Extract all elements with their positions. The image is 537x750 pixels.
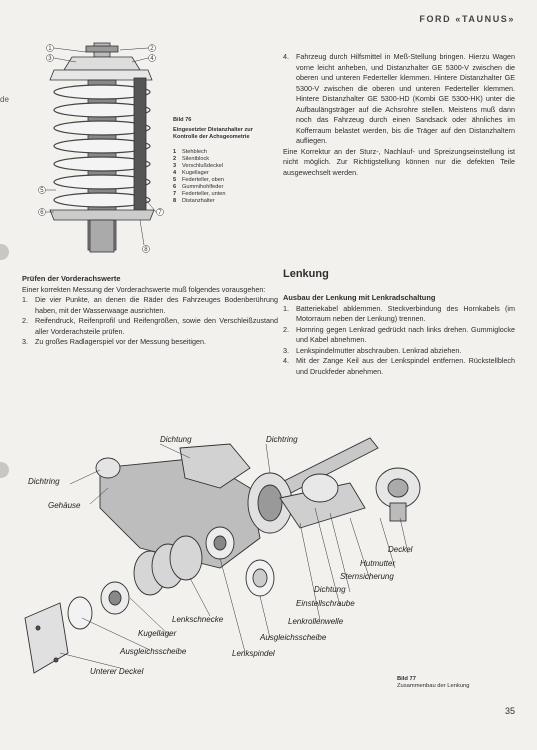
- steering-exploded-view: [20, 428, 520, 690]
- label-unterer-deckel: Unterer Deckel: [90, 667, 144, 676]
- label-dichtring-top: Dichtring: [266, 435, 298, 444]
- page-number: 35: [504, 706, 515, 716]
- figure-76-title: Bild 76: [173, 117, 192, 123]
- list-item: 3. Lenkspindelmutter abschrauben. Lenkrad abziehen.: [283, 345, 462, 355]
- label-dichtring-left: Dichtring: [28, 477, 60, 486]
- list-item: 2. Reifendruck, Reifenprofil und Reifengrößen, sowie den Verschleißzustand aller Vorderachsteile prüfen.: [22, 316, 278, 336]
- steering-removal-section: [283, 293, 515, 377]
- list-item: 1. Batteriekabel abklemmen. Steckverbindung des Hornkabels (im Motorraum neben der Lenkung) trennen.: [283, 303, 515, 323]
- label-ausgleichsscheibe-right: Ausgleichsscheibe: [260, 633, 327, 642]
- binder-hole: [0, 462, 9, 478]
- label-deckel: Deckel: [388, 545, 413, 554]
- label-ausgleichsscheibe-left: Ausgleichsscheibe: [120, 647, 187, 656]
- margin-mark: de: [0, 95, 9, 104]
- spring-strut-illustration: [36, 40, 166, 255]
- legend-item: 2 Silentblock: [173, 156, 210, 162]
- legend-item: 3 Verschlußdeckel: [173, 163, 224, 169]
- chapter-heading: Lenkung: [283, 268, 329, 280]
- label-dichtung-top: Dichtung: [160, 435, 192, 444]
- figure-76-caption: [173, 117, 273, 205]
- list-item: 1. Die vier Punkte, an denen die Räder des Fahrzeuges Bodenberührung haben, mit der Wasserwaage ausrichten.: [22, 295, 278, 315]
- callout-4: 4: [150, 56, 154, 62]
- label-lenkrollenwelle: Lenkrollenwelle: [288, 617, 344, 626]
- section-subheading: Ausbau der Lenkung mit Lenkradschaltung: [283, 293, 436, 302]
- label-kugellager: Kugellager: [138, 629, 177, 638]
- callout-1: 1: [48, 46, 52, 52]
- list-item: 3. Zu großes Radlagerspiel vor der Messung beseitigen.: [22, 337, 206, 346]
- label-dichtung-right: Dichtung: [314, 585, 346, 594]
- callout-2: 2: [150, 46, 154, 52]
- legend-item: 8 Distanzhalter: [173, 198, 215, 204]
- figure-76-description: Eingesetzter Distanzhalter zur Kontrolle der Achsgeometrie: [173, 127, 253, 140]
- legend-item: 5 Federteller, oben: [173, 177, 224, 183]
- callout-3: 3: [48, 56, 52, 62]
- measurement-instructions: [283, 52, 515, 178]
- figure-77-caption: [397, 676, 470, 690]
- figure-77-description: Zusammenbau der Lenkung: [397, 683, 470, 689]
- label-lenkspindel: Lenkspindel: [232, 649, 275, 658]
- callout-5: 5: [40, 188, 44, 194]
- legend-item: 7 Federteller, unten: [173, 191, 226, 197]
- label-gehaeuse: Gehäuse: [48, 501, 81, 510]
- legend-item: 1 Stehblech: [173, 149, 207, 155]
- running-header: FORD «TAUNUS»: [419, 14, 515, 24]
- section-heading: Prüfen der Vorderachswerte: [22, 274, 121, 283]
- callout-6: 6: [40, 210, 44, 216]
- list-item: 4. Fahrzeug durch Hilfsmittel in Meß-Stellung bringen. Hierzu Wagen vorne leicht anheben, und Distanzhalter GE 5300-V zwischen die oberen und unteren Federteller klemmen. Hintere Distanzhalter GE 5300-V zwischen die oberen und unteren Federteller klemmen. Hintere Distanzhalter GE 5300-HD (Kombi GE 5300-HK) unter die Aufbaulängsträger auf die Achsrohre stellen. Meistens muß dann noch das Fahrzeug durch einen Sandsack oder ähnliches im Kofferraum belastet werden, bis die Träger auf den Distanzhaltern aufliegen.: [283, 52, 515, 145]
- list-item: 4. Mit der Zange Keil aus der Lenkspindel entfernen. Rückstellblech und Druckfeder abnehmen.: [283, 356, 515, 376]
- section-intro: Einer korrekten Messung der Vorderachswerte muß folgendes vorausgehen:: [22, 284, 266, 294]
- callout-7: 7: [158, 210, 162, 216]
- figure-77-title: Bild 77: [397, 676, 417, 682]
- legend-item: 4 Kugellager: [173, 170, 209, 176]
- callout-8: 8: [144, 247, 148, 253]
- front-axle-check-section: [22, 274, 278, 348]
- figure-76-legend: [173, 149, 273, 205]
- label-einstellschraube: Einstellschraube: [296, 599, 355, 608]
- label-sternsicherung: Sternsicherung: [340, 572, 394, 581]
- legend-item: 6 Gummihohlfeder: [173, 184, 224, 190]
- list-item: 2. Hornring gegen Lenkrad gedrückt nach links drehen. Gummiglocke und Kabel abnehmen.: [283, 324, 515, 344]
- correction-paragraph: Eine Korrektur an der Sturz-, Nachlauf- und Spreizungseinstellung ist nicht möglich. Zur Richtigstellung können nur die defekten Teile ausgewechselt werden.: [283, 146, 515, 177]
- label-hutmutter: Hutmutter: [360, 559, 396, 568]
- binder-hole: [0, 244, 9, 260]
- label-lenkschnecke: Lenkschnecke: [172, 615, 224, 624]
